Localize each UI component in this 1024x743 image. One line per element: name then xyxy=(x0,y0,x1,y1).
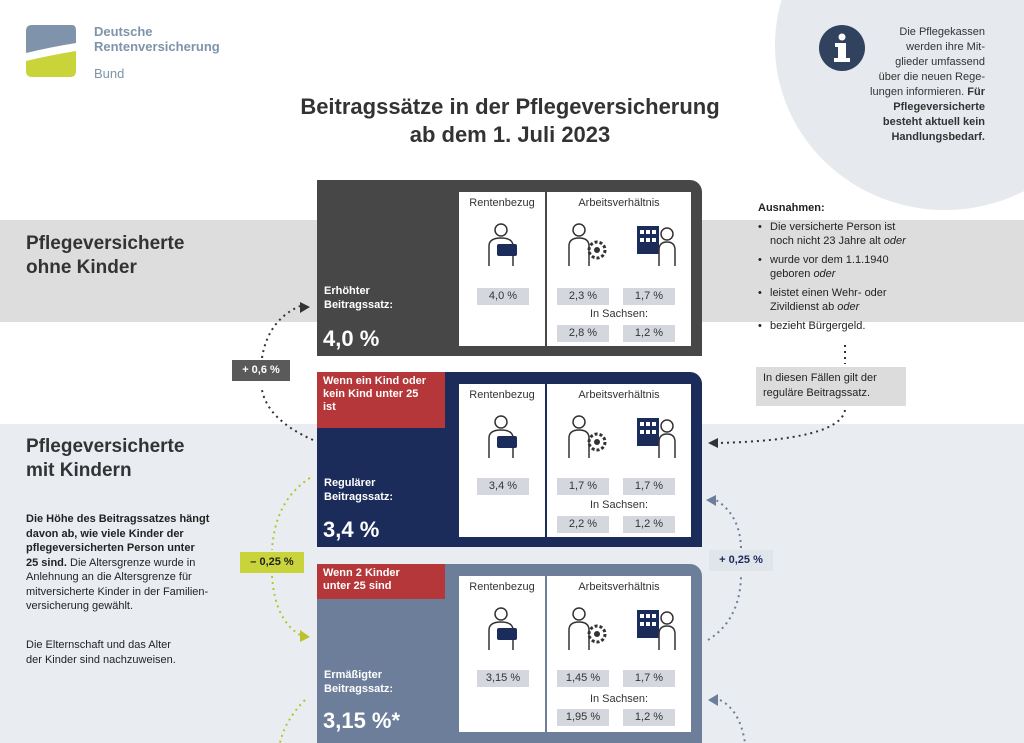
exc-text: geboren xyxy=(770,268,814,280)
value-arbeit-b: 1,7 % xyxy=(623,670,675,687)
value-sachsen-a: 2,2 % xyxy=(557,516,609,533)
proof-line: der Kinder sind nachzuweisen. xyxy=(26,653,176,666)
badge-line: Wenn ein Kind oder xyxy=(323,375,427,387)
title-line2: ab dem 1. Juli 2023 xyxy=(409,122,611,147)
label-line: Beitragssatz: xyxy=(324,299,394,311)
arrowhead-icon xyxy=(300,302,310,313)
badge-line: kein Kind unter 25 xyxy=(323,388,419,400)
card-rate: 4,0 % xyxy=(323,326,380,351)
expl-bold: pflegeversicherten Person unter xyxy=(26,542,195,554)
note-line: In diesen Fällen gilt der xyxy=(763,372,877,384)
expl-line: versicherung gewählt. xyxy=(26,600,134,612)
arrow-minus-to-reduced xyxy=(272,576,300,635)
badge-line: Wenn 2 Kinder xyxy=(323,567,400,579)
arrow-reg-to-minus xyxy=(272,478,310,550)
note-line: reguläre Beitragssatz. xyxy=(763,386,870,399)
value-sachsen-a: 2,8 % xyxy=(557,325,609,342)
value-arbeit-a: 2,3 % xyxy=(557,288,609,305)
header-sachsen: In Sachsen: xyxy=(589,308,649,320)
info-line: glieder umfassend xyxy=(895,56,985,68)
header-rente: Rentenbezug xyxy=(469,581,535,593)
header-rente: Rentenbezug xyxy=(469,389,535,401)
badge-line: unter 25 sind xyxy=(323,580,392,592)
label-line: Beitragssatz: xyxy=(324,683,394,695)
arrowhead-icon xyxy=(708,694,718,706)
header-arbeit: Arbeitsverhältnis xyxy=(578,581,660,593)
arrow-reduced-to-plus xyxy=(708,576,741,640)
exc-or: oder xyxy=(883,235,906,247)
label-line: Ermäßigter xyxy=(324,669,383,681)
tag-minus-025: – 0,25 % xyxy=(240,552,304,573)
badge-line: ist xyxy=(323,401,336,413)
expl-bold: davon ab, wie viele Kinder der xyxy=(26,527,184,540)
value-arbeit-a: 1,45 % xyxy=(557,670,609,687)
section-line: Pflegeversicherte xyxy=(26,436,185,457)
section-line: Pflegeversicherte xyxy=(26,233,185,254)
exceptions-title: Ausnahmen: xyxy=(758,202,825,214)
label-line: Regulärer xyxy=(324,477,376,489)
info-bold: Pflegeversicherte xyxy=(893,101,985,113)
arrow-continue xyxy=(720,700,745,743)
exc-text: noch nicht 23 Jahre alt xyxy=(770,235,884,247)
value-sachsen-b: 1,2 % xyxy=(623,709,675,726)
arrowhead-icon xyxy=(706,495,716,506)
info-line: lungen informieren. xyxy=(870,86,965,98)
value-sachsen-a: 1,95 % xyxy=(557,709,609,726)
tag-plus-06: + 0,6 % xyxy=(232,360,290,381)
header-arbeit: Arbeitsverhältnis xyxy=(578,389,660,401)
label-line: Erhöhter xyxy=(324,285,370,297)
section-line: ohne Kinder xyxy=(26,257,137,278)
value-rente: 3,15 % xyxy=(477,670,529,687)
header-arbeit: Arbeitsverhältnis xyxy=(578,197,660,209)
exc-text: wurde vor dem 1.1.1940 xyxy=(770,253,889,266)
value-rente: 4,0 % xyxy=(477,288,529,305)
exc-or: oder xyxy=(837,301,860,313)
value-rente: 3,4 % xyxy=(477,478,529,495)
info-bold: Für xyxy=(967,86,985,98)
expl-line: mitversicherte Kinder in der Familien- xyxy=(26,585,209,598)
expl-bold: Die Höhe des Beitragssatzes hängt xyxy=(26,513,210,525)
arrowhead-icon xyxy=(708,438,718,448)
info-line: über die neuen Rege- xyxy=(878,71,985,83)
info-bold: Handlungsbedarf. xyxy=(891,131,985,143)
info-line: Die Pflegekassen xyxy=(899,26,985,38)
header-sachsen: In Sachsen: xyxy=(589,693,649,705)
header-sachsen: In Sachsen: xyxy=(589,499,649,511)
expl-line: Anlehnung an die Altersgrenze für xyxy=(26,571,192,583)
value-arbeit-a: 1,7 % xyxy=(557,478,609,495)
logo-bund: Bund xyxy=(94,66,125,81)
tag-plus-025: + 0,25 % xyxy=(709,550,773,571)
expl-line: Die Altersgrenze wurde in xyxy=(66,556,196,569)
info-bold: besteht aktuell kein xyxy=(882,116,985,128)
arrow-note-to-regular xyxy=(718,410,845,443)
exc-text: bezieht Bürgergeld. xyxy=(770,319,866,332)
exc-or: oder xyxy=(813,268,836,280)
value-sachsen-b: 1,2 % xyxy=(623,516,675,533)
info-line: werden ihre Mit- xyxy=(906,41,985,53)
arrow-continue xyxy=(280,700,305,743)
value-arbeit-b: 1,7 % xyxy=(623,478,675,495)
arrow-reg-to-plus xyxy=(262,390,313,440)
arrow-plus-to-regular xyxy=(716,500,741,548)
value-sachsen-b: 1,2 % xyxy=(623,325,675,342)
exc-text: leistet einen Wehr- oder xyxy=(770,286,887,299)
arrow-plus-to-increased xyxy=(262,306,300,358)
section-line: mit Kindern xyxy=(26,460,132,481)
exc-text: Die versicherte Person ist xyxy=(770,220,896,233)
card-rate: 3,4 % xyxy=(323,517,380,542)
card-rate: 3,15 %* xyxy=(323,708,401,733)
proof-line: Die Elternschaft und das Alter xyxy=(26,639,171,651)
exc-text: Zivildienst ab xyxy=(770,301,838,313)
expl-bold: 25 sind. xyxy=(26,556,67,569)
value-arbeit-b: 1,7 % xyxy=(623,288,675,305)
arrowhead-icon xyxy=(300,630,310,642)
label-line: Beitragssatz: xyxy=(324,491,394,503)
title-line1: Beitragssätze in der Pflegeversicherung xyxy=(300,94,720,119)
header-rente: Rentenbezug xyxy=(469,197,535,209)
logo-line1: Deutsche xyxy=(94,24,153,39)
logo-line2: Rentenversicherung xyxy=(94,39,220,54)
